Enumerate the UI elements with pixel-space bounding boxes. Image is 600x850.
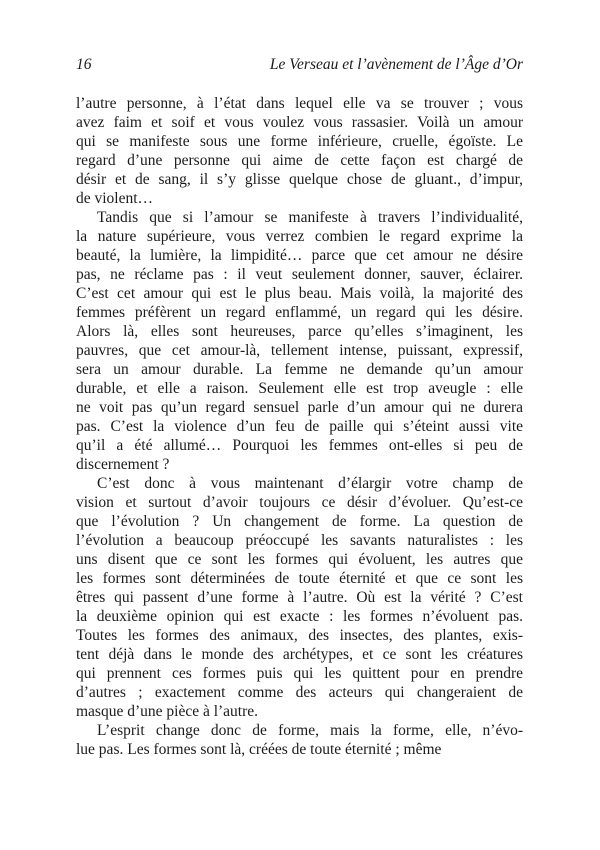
text-line: de violent… bbox=[76, 190, 154, 207]
text-line: la deuxième opinion qui est exacte : les formes n’évoluent pas. bbox=[76, 608, 523, 625]
text-line: Alors là, elles sont heureuses, parce qu’elles s’imaginent, les bbox=[76, 323, 523, 340]
text-block bbox=[76, 94, 523, 759]
text-line: uns disent que ce sont les formes qui évoluent, les autres que bbox=[76, 551, 523, 568]
paragraph bbox=[76, 94, 523, 208]
text-line: regard d’une personne qui aime de cette façon est chargé de bbox=[76, 152, 523, 169]
text-line: pas. C’est la violence d’un feu de paille qui s’éteint aussi vite bbox=[76, 418, 523, 435]
text-line: désir et de sang, il s’y glisse quelque chose de gluant., d’impur, bbox=[76, 171, 523, 188]
text-line: masque d’une pièce à l’autre. bbox=[76, 703, 259, 720]
text-line: êtres qui passent d’une forme à l’autre. Où est la vérité ? C’est bbox=[76, 589, 523, 606]
page-header bbox=[76, 55, 523, 74]
text-line: Tandis que si l’amour se manifeste à travers l’individualité, bbox=[97, 209, 523, 226]
text-line: lue pas. Les formes sont là, créées de toute éternité ; même bbox=[76, 741, 442, 758]
text-line: femmes préfèrent un regard enflammé, un regard qui les désire. bbox=[76, 304, 523, 321]
paragraph bbox=[76, 474, 523, 721]
text-line: l’évolution a beaucoup préoccupé les savants naturalistes : les bbox=[76, 532, 523, 549]
text-line: beauté, la lumière, la limpidité… parce que cet amour ne désire bbox=[76, 247, 523, 264]
running-title: Le Verseau et l’avènement de l’Âge d’Or bbox=[269, 56, 523, 73]
paragraph bbox=[76, 721, 523, 759]
text-line: avez faim et soif et vous voulez vous rassasier. Voilà un amour bbox=[76, 114, 523, 131]
text-line: Toutes les formes des animaux, des insectes, des plantes, exis- bbox=[76, 627, 523, 644]
paragraph bbox=[76, 208, 523, 474]
page-number: 16 bbox=[76, 56, 92, 73]
text-line: pas, ne réclame pas : il veut seulement donner, sauver, éclairer. bbox=[76, 266, 523, 283]
text-line: discernement ? bbox=[76, 456, 170, 473]
text-line: L’esprit change donc de forme, mais la forme, elle, n’évo- bbox=[97, 722, 523, 739]
text-line: pauvres, que cet amour-là, tellement intense, puissant, expressif, bbox=[76, 342, 523, 359]
text-line: qui se manifeste sous une forme inférieure, cruelle, égoïste. Le bbox=[76, 133, 523, 150]
text-line: C’est donc à vous maintenant d’élargir votre champ de bbox=[97, 475, 523, 492]
text-line: qui prennent ces formes puis qui les quittent pour en prendre bbox=[76, 665, 523, 682]
text-line: C’est cet amour qui est le plus beau. Mais voilà, la majorité des bbox=[76, 285, 523, 302]
text-line: les formes sont déterminées de toute éternité et que ce sont les bbox=[76, 570, 523, 587]
text-line: tent déjà dans le monde des archétypes, et ce sont les créatures bbox=[76, 646, 523, 663]
text-line: l’autre personne, à l’état dans lequel elle va se trouver ; vous bbox=[76, 95, 523, 112]
text-line: sera un amour durable. La femme ne demande qu’un amour bbox=[76, 361, 523, 378]
text-line: ne voit pas qu’un regard sensuel parle d’un amour qui ne durera bbox=[76, 399, 523, 416]
text-line: vision et surtout d’avoir toujours ce désir d’évoluer. Qu’est-ce bbox=[76, 494, 523, 511]
text-line: la nature supérieure, vous verrez combien le regard exprime la bbox=[76, 228, 523, 245]
text-line: d’autres ; exactement comme des acteurs qui changeraient de bbox=[76, 684, 523, 701]
text-line: que l’évolution ? Un changement de forme. La question de bbox=[76, 513, 523, 530]
text-line: qu’il a été allumé… Pourquoi les femmes ont-elles si peu de bbox=[76, 437, 523, 454]
text-line: durable, et elle a raison. Seulement elle est trop aveugle : elle bbox=[76, 380, 523, 397]
